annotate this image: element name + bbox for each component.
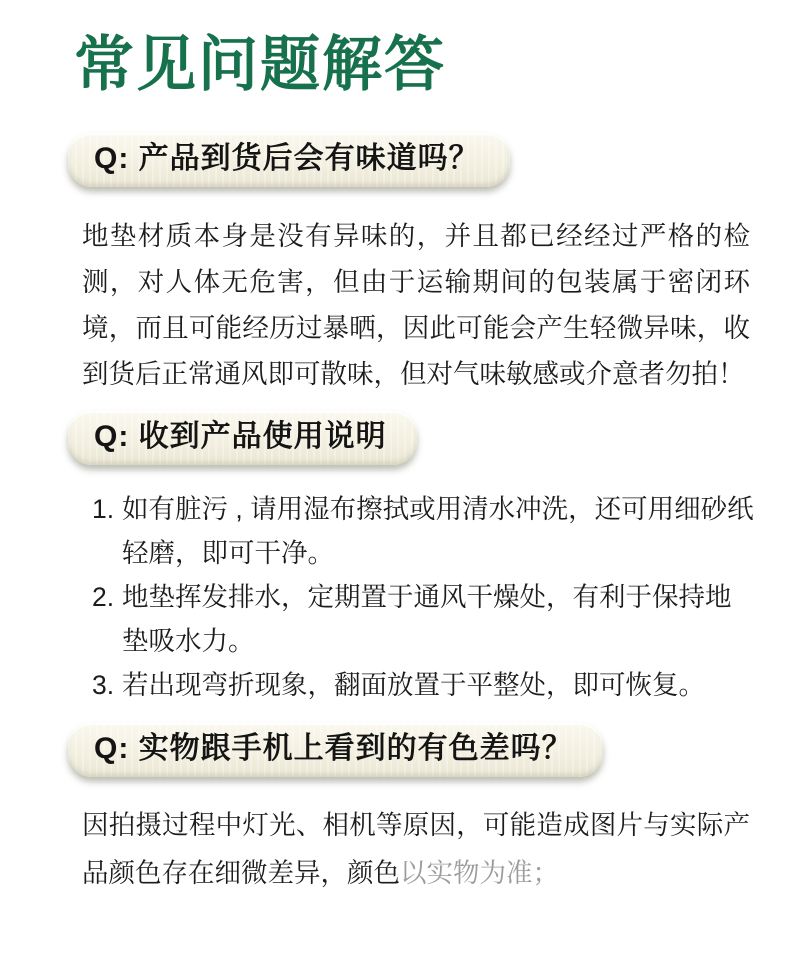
- list-item-text: 地垫挥发排水，定期置于通风干燥处，有利于保持地垫吸水力。: [122, 582, 732, 656]
- faq-section-smell: [0, 98, 790, 397]
- answer-text-color-difference: [82, 801, 750, 897]
- question-text: Q: 收到产品使用说明: [94, 420, 387, 453]
- list-item-number: 2.: [92, 582, 115, 612]
- faq-section-color-difference: [0, 707, 790, 897]
- list-item: [92, 663, 756, 707]
- list-item-number: 1.: [92, 494, 115, 524]
- faq-page: [0, 32, 790, 954]
- list-item: [92, 487, 756, 575]
- answer-text-smell: 地垫材质本身是没有异味的，并且都已经经过严格的检测，对人体无危害，但由于运输期间的包装属于密闭环境，而且可能经历过暴晒，因此可能会产生轻微异味，收到货后正常通风即可散味，但对气味敏感或介意者勿拍！: [82, 221, 750, 389]
- question-text: Q: 产品到货后会有味道吗？: [94, 142, 480, 175]
- answer-main-text: 因拍摄过程中灯光、相机等原因，可能造成图片与实际产品颜色存在细微差异，颜色: [82, 810, 750, 888]
- question-banner-color-difference: [68, 723, 603, 777]
- question-banner-smell: [68, 133, 510, 187]
- list-item-text: 若出现弯折现象，翻面放置于平整处，即可恢复。: [122, 670, 705, 700]
- list-item-text: 如有脏污 , 请用湿布擦拭或用清水冲洗，还可用细砂纸轻磨，即可干净。: [122, 494, 754, 568]
- list-item-number: 3.: [92, 670, 115, 700]
- faq-section-usage: [0, 397, 790, 707]
- answer-faded-text: 以实物为准；: [400, 858, 559, 888]
- page-title: 常见问题解答: [74, 31, 446, 98]
- usage-steps-list: [92, 487, 756, 707]
- question-text: Q: 实物跟手机上看到的有色差吗？: [94, 732, 573, 765]
- question-banner-usage: [68, 411, 417, 465]
- list-item: [92, 575, 756, 663]
